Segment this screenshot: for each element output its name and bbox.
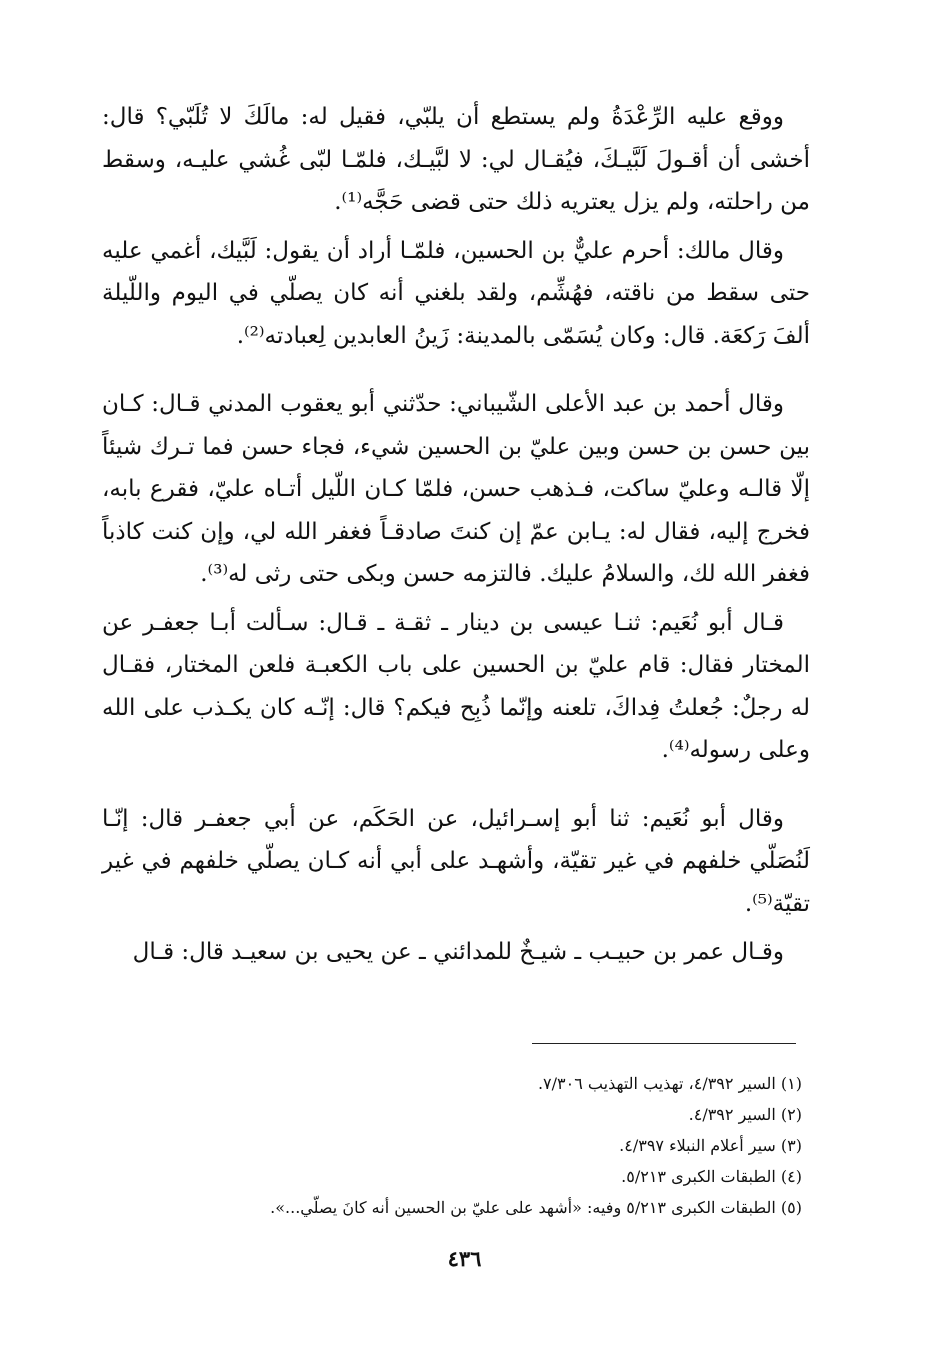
paragraph: وقال أحمد بن عبد الأعلى الشّيباني: حدّثني أبو يعقوب المدني قـال: كـان بين حسن بن حسن وبين عليّ بن الحسين شيء، فجاء حسن فما تـرك شيئاً إلّا قالـه وعليّ ساكت، فـذهب حسن، فلمّا كـان اللّيل أتـاه عليّ، فقرع بابه، فخرج إليه، فقال له: يـابن عمّ إن كنتَ صادقـاً فغفر الله لي، وإن كنت كاذباً فغفر الله لك، والسلامُ عليك. فالتزمه حسن وبكى حتى رثى له⁽³⁾. [102,391,810,587]
footnotes [102,1068,810,1223]
main-text [102,96,810,974]
paragraph: وقال مالك: أحرم عليٌّ بن الحسين، فلمّـا أراد أن يقول: لَبَّيك، أغمي عليه حتى سقط من ناقته، فهُشِّم، ولقد بلغني أنه كان يصلّي في اليوم واللّيلة ألفَ رَكعَة. قال: وكان يُسَمّى بالمدينة: زَينُ العابدين لِعبادته⁽²⁾. [102,237,810,349]
paragraph: قـال أبو نُعَيم: ثنـا عيسى بن دينار ـ ثقـة ـ قـال: سـألت أبـا جعفـر عن المختار فقال: قام عليّ بن الحسين على باب الكعبـة فلعن المختار، فقـال له رجلٌ: جُعلتُ فِداكَ، تلعنه وإنّما ذُبِح فيكم؟ قال: إنّـه كان يكـذب على الله وعلى رسوله⁽⁴⁾. [102,609,810,763]
footnote: (٢) السير ٤/٣٩٢. [688,1105,802,1124]
footnote: (٥) الطبقات الكبرى ٥/٢١٣ وفيه: «أشهد على عليّ بن الحسين أنه كانَ يصلّي...». [270,1198,802,1217]
paragraph: وقال أبو نُعَيم: ثنا أبو إسـرائيل، عن الحَكَم، عن أبي جعفـر قال: إنّـا لَنُصَلّي خلفهم في غير تقيّة، وأشهـد على أبي أنه كـان يصلّي خلفهم في غير تقيّة⁽⁵⁾. [102,805,810,917]
footnote-separator [532,1043,796,1044]
footnote: (٤) الطبقات الكبرى ٥/٢١٣. [621,1167,802,1186]
paragraph: وقـال عمر بن حبيـب ـ شيـخٌ للمدائني ـ عن يحيى بن سعيـد قال: قـال [132,939,784,965]
footnote: (٣) سير أعلام النبلاء ٤/٣٩٧. [619,1136,802,1155]
page-number: ٤٣٦ [447,1246,482,1271]
paragraph: ووقع عليه الرِّعْدَةُ ولم يستطع أن يلبّي، فقيل له: مالَكَ لا تُلَبّي؟ قال: أخشى أن أقـولَ لَبَّيـكَ، فيُقـال لي: لا لبَّيـك، فلمّـا لبّى غُشي عليـه، وسقط من راحلته، ولم يزل يعتريه ذلك حتى قضى حَجَّه⁽¹⁾. [102,104,810,215]
footnote: (١) السير ٤/٣٩٢، تهذيب التهذيب ٧/٣٠٦. [537,1074,802,1093]
